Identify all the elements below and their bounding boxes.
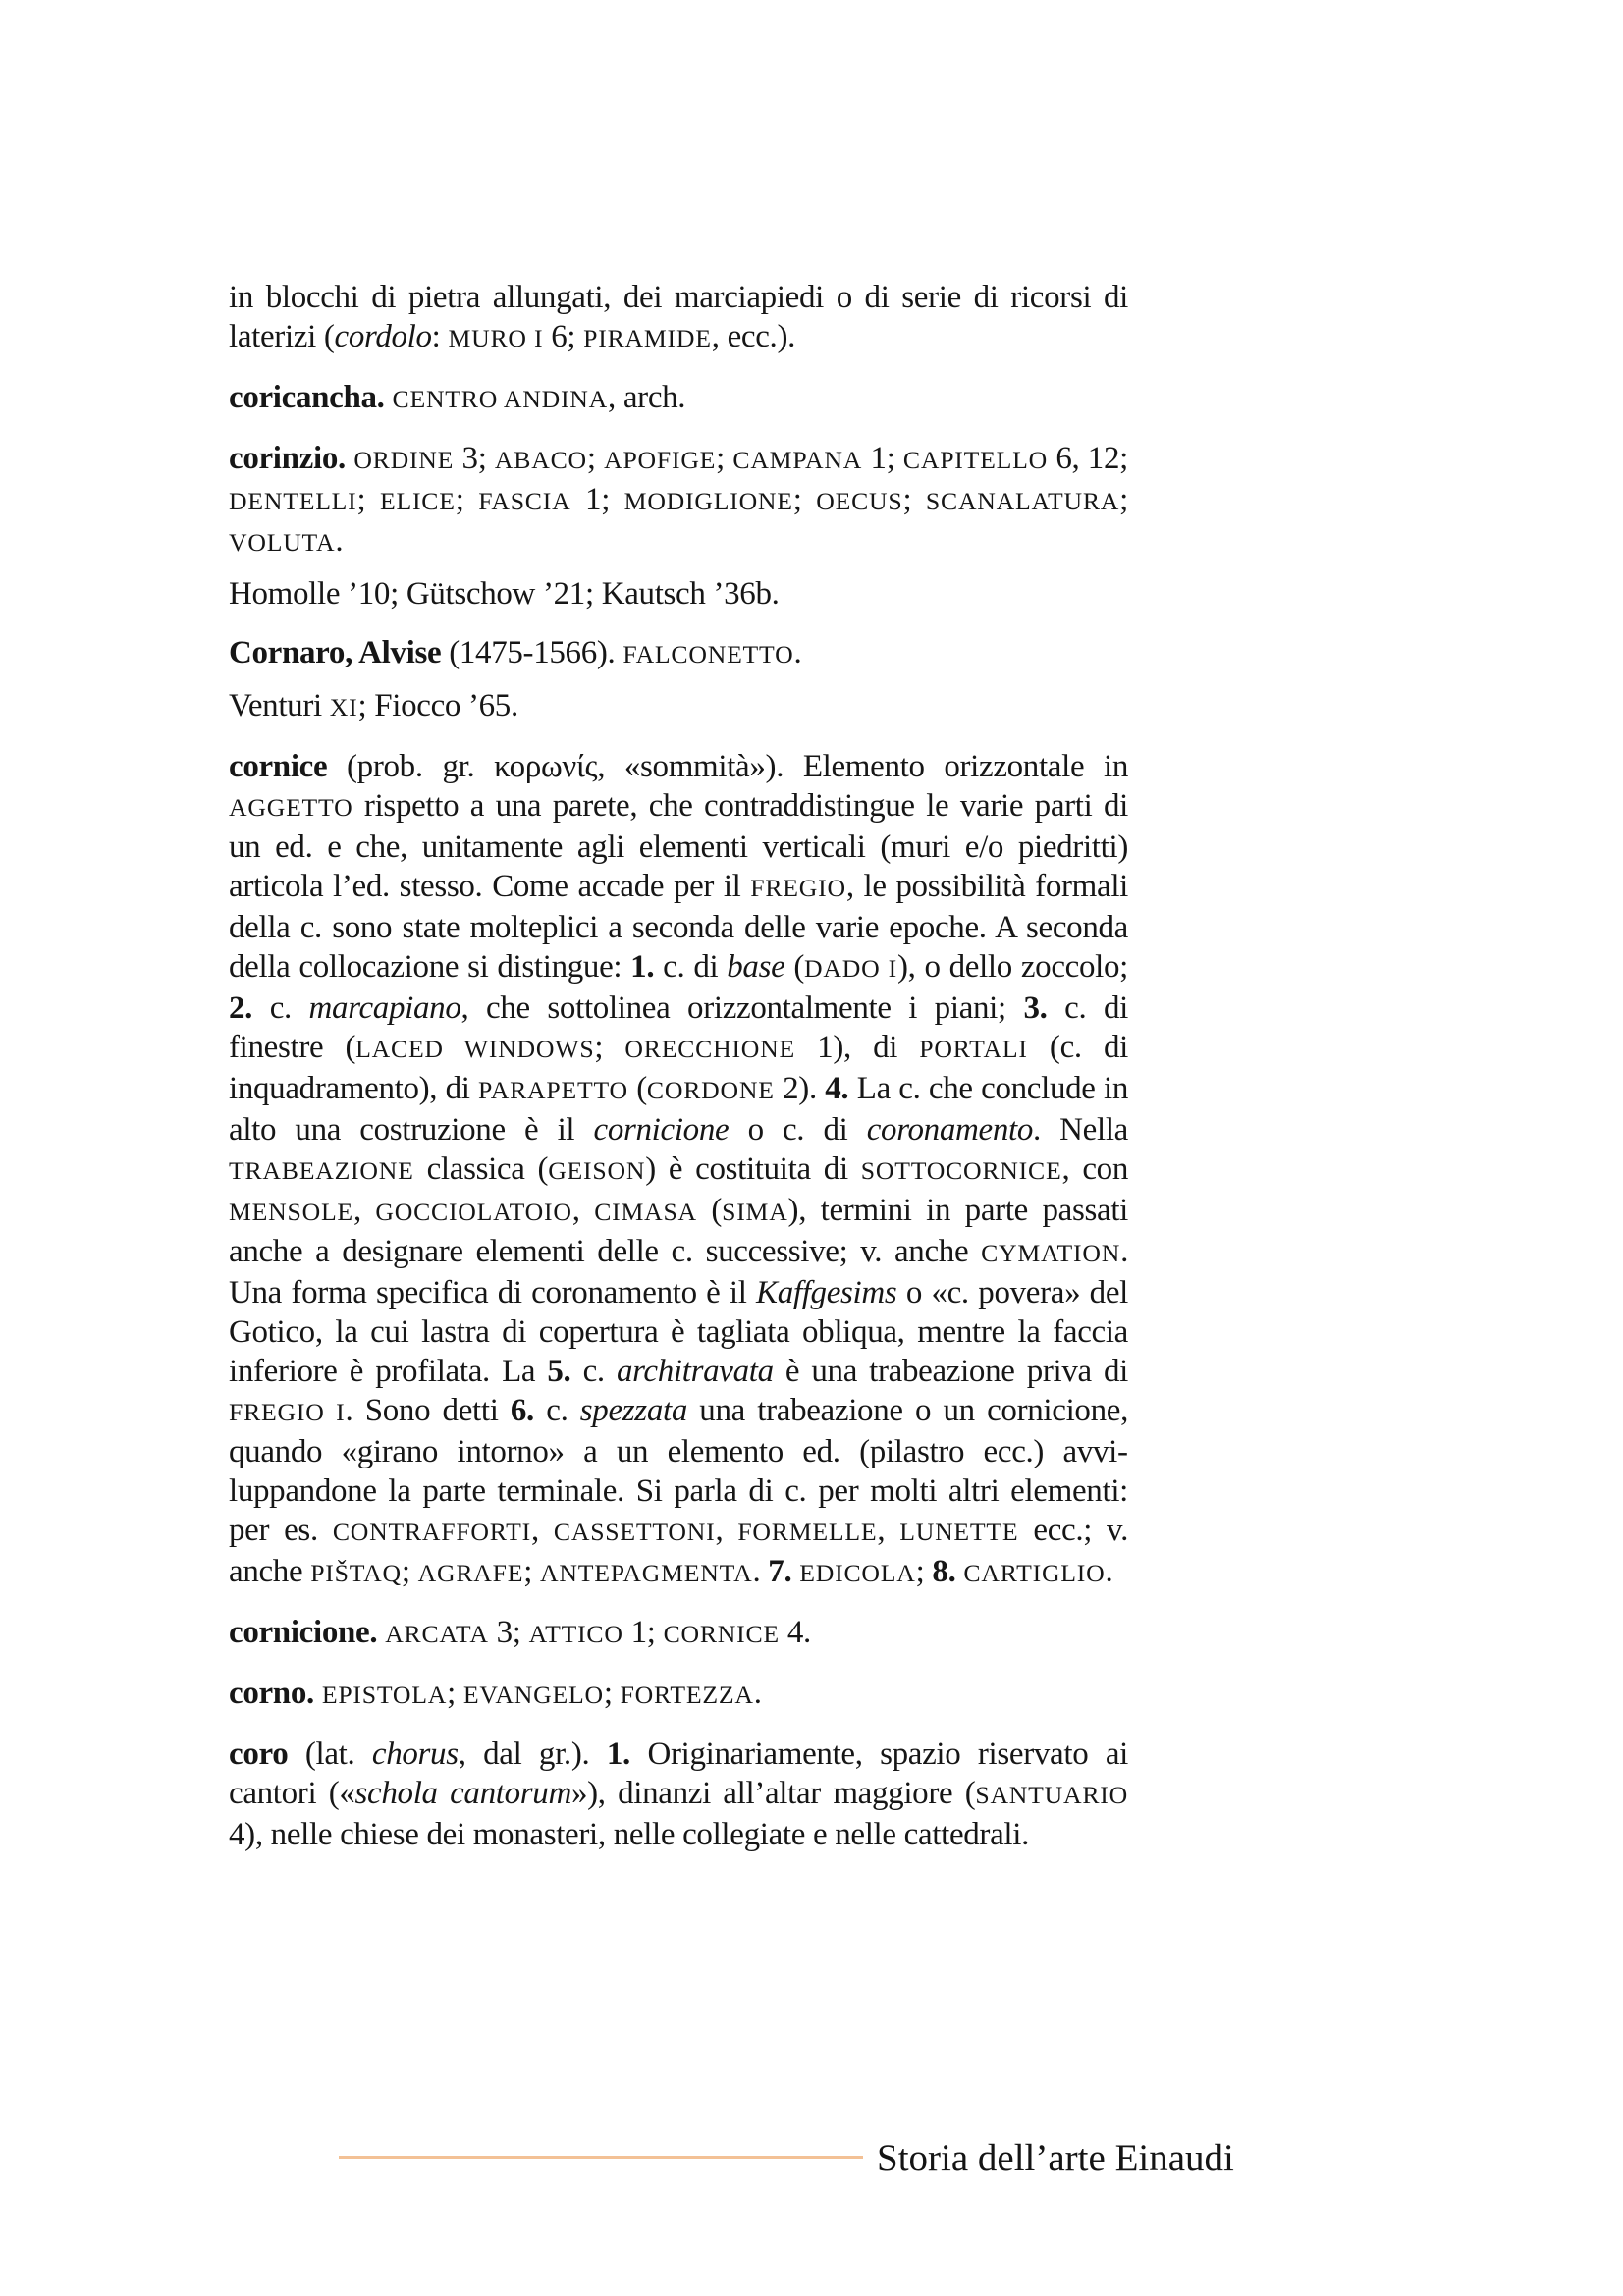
text-run: , ecc.). — [711, 319, 796, 354]
headword: corinzio. — [229, 441, 346, 476]
sense-number: 1. — [606, 1736, 630, 1772]
cross-reference: GOCCIOLATOIO — [375, 1198, 572, 1226]
text-run: 1; — [570, 482, 624, 517]
headword: Cornaro, Alvise — [229, 635, 442, 670]
text-run: ecc.; v. anche — [229, 1513, 1128, 1589]
italic-term: cordolo — [334, 319, 432, 354]
text-run: , arch. — [608, 380, 686, 415]
text-run: (c. di inquadramento), di — [229, 1030, 1128, 1106]
cross-reference: CAMPANA — [732, 446, 863, 474]
text-run: ; — [594, 1030, 625, 1065]
cross-reference: FORMELLE — [737, 1518, 878, 1546]
cross-reference: ANTEPAGMENTA — [540, 1559, 753, 1587]
cross-reference: SCANALATURA — [925, 487, 1120, 515]
text-run: una trabeazione o un cornicione, quando «girano intorno» a un elemento ed. (pilastro ecc.) avviluppandone la parte terminale. Si parla di c. per molti altri elementi: per es. — [229, 1393, 1128, 1548]
cross-reference: AGRAFE — [417, 1559, 524, 1587]
text-run: ), o dello zoccolo; — [897, 949, 1128, 985]
text-run: , con — [1061, 1151, 1129, 1187]
italic-term: Kaffgesims — [756, 1275, 897, 1310]
text-run: , che sottolinea orizzontalmente i piani; — [460, 990, 1024, 1026]
text-run: ) è costituita di — [645, 1151, 861, 1187]
text-run: . — [753, 1676, 762, 1711]
text-run: è una trabeazione priva di — [773, 1354, 1129, 1389]
text-run: . Una forma specifica di coronamento è il — [229, 1234, 1128, 1310]
footer-rule — [339, 2156, 863, 2159]
italic-term: chorus — [371, 1736, 459, 1772]
entry-corno — [229, 1674, 1128, 1715]
sense-number: 2. — [229, 990, 253, 1026]
cross-reference: FORTEZZA — [620, 1681, 754, 1709]
text-run: . — [335, 523, 344, 559]
cross-reference: CASSETTONI — [553, 1518, 716, 1546]
text-run: 1; — [622, 1615, 664, 1650]
sense-number: 3. — [1023, 990, 1048, 1026]
sense-number: 4. — [825, 1071, 849, 1106]
text-run: ; — [716, 441, 733, 476]
cross-reference: ARCATA — [385, 1620, 489, 1648]
cross-reference: FREGIO — [750, 874, 846, 902]
text-run: o «c. povera» del Gotico, la cui lastra di copertura è tagliata obliqua, mentre la faccia inferiore è profilata. La — [229, 1275, 1128, 1389]
text-run: ; — [603, 1676, 621, 1711]
text-run: rispetto a una parete, che contraddistingue le varie parti di un ed. e che, unitamente agli elementi verticali (muri e/o piedritti) articola l’ed. stesso. Come accade per il — [229, 788, 1128, 904]
entry-coricancha — [229, 378, 1128, 419]
cross-reference: CORDONE — [646, 1076, 775, 1104]
italic-term: cornicione — [593, 1112, 730, 1148]
headword: coricancha. — [229, 380, 385, 415]
text-run: 4), nelle chiese dei monasteri, nelle collegiate e nelle cattedrali. — [229, 1817, 1030, 1852]
cross-reference: EPISTOLA — [321, 1681, 448, 1709]
text-run: 3; — [454, 441, 495, 476]
text-run: . — [1105, 1554, 1113, 1589]
text-run: c. di — [654, 949, 728, 985]
entry-cornice — [229, 747, 1128, 1593]
text-run: (1475-1566). — [441, 635, 623, 670]
text-run: La c. che conclude in alto una costruzione è il — [229, 1071, 1128, 1148]
cross-reference: APOFIGE — [604, 446, 717, 474]
cross-reference: GEISON — [548, 1156, 646, 1185]
headword: corno. — [229, 1676, 314, 1711]
italic-term: coronamento — [866, 1112, 1034, 1148]
headword: cornice — [229, 749, 328, 784]
text-run: ; — [447, 1676, 463, 1711]
text-run: o c. di — [729, 1112, 867, 1148]
text-run: (prob. gr. κορωνίς, «sommità»). Elemento orizzontale in — [327, 749, 1128, 784]
cross-reference: LACED WINDOWS — [355, 1035, 595, 1063]
text-run: 1; — [862, 441, 903, 476]
cross-reference: AGGETTO — [229, 793, 353, 822]
text-run: ( — [627, 1071, 647, 1106]
text-run: ; — [586, 441, 605, 476]
cross-reference: XI — [329, 693, 358, 721]
cross-reference: PORTALI — [919, 1035, 1028, 1063]
text-run: Venturi — [229, 688, 330, 723]
entries-column — [229, 278, 1128, 1874]
cross-reference: ORDINE — [353, 446, 455, 474]
text-run: c. — [570, 1354, 617, 1389]
text-run: 6; — [543, 319, 584, 354]
italic-term: base — [727, 949, 785, 985]
text-run: ; — [455, 482, 479, 517]
cross-reference: LUNETTE — [899, 1518, 1019, 1546]
text-run: , — [352, 1193, 376, 1228]
cross-reference: TRABEAZIONE — [229, 1156, 414, 1185]
text-run: »), dinanzi all’altar maggiore ( — [570, 1776, 976, 1811]
text-run: ( — [784, 949, 805, 985]
text-run: c. — [252, 990, 309, 1026]
text-run: . — [793, 635, 802, 670]
cross-reference: FASCIA — [478, 487, 571, 515]
cross-reference: VOLUTA — [229, 528, 336, 557]
cross-reference: ELICE — [379, 487, 456, 515]
text-run: : — [431, 319, 449, 354]
text-run: classica ( — [413, 1151, 549, 1187]
cross-reference: DADO I — [804, 954, 898, 983]
text-run: , — [531, 1513, 554, 1548]
text-run — [377, 1615, 385, 1650]
cross-reference: OECUS — [816, 487, 903, 515]
entry-cornaro-bibliography — [229, 686, 1128, 727]
text-run: ; — [792, 482, 817, 517]
cross-reference: CARTIGLIO — [963, 1559, 1106, 1587]
text-run: ; — [915, 1554, 933, 1589]
text-run: (lat. — [288, 1736, 372, 1772]
text-run: Homolle ’10; Gütschow ’21; Kautsch ’36b. — [229, 576, 780, 612]
cross-reference: FALCONETTO — [622, 640, 794, 668]
text-run: ; — [356, 482, 380, 517]
cross-reference: CIMASA — [594, 1198, 697, 1226]
footer-title: Storia dell’arte Einaudi — [877, 2137, 1234, 2179]
sense-number: 1. — [630, 949, 655, 985]
cross-reference: CORNICE — [663, 1620, 780, 1648]
text-run: . Sono detti — [345, 1393, 511, 1428]
cross-reference: FREGIO I — [229, 1398, 346, 1426]
entry-coro — [229, 1735, 1128, 1854]
text-run: , dal gr.). — [458, 1736, 607, 1772]
text-run: , — [877, 1513, 900, 1548]
text-run — [385, 380, 393, 415]
cross-reference: SANTUARIO — [975, 1781, 1128, 1809]
text-run: . — [752, 1554, 769, 1589]
cross-reference: ORECCHIONE — [624, 1035, 795, 1063]
text-run: 1), di — [795, 1030, 920, 1065]
cross-reference: ATTICO — [528, 1620, 623, 1648]
text-run: . Nella — [1033, 1112, 1128, 1148]
sense-number: 6. — [510, 1393, 534, 1428]
entry-cordone-continuation — [229, 278, 1128, 358]
cross-reference: PIRAMIDE — [583, 324, 712, 352]
cross-reference: MODIGLIONE — [623, 487, 793, 515]
cross-reference: MURO I — [448, 324, 544, 352]
text-run: 6, 12; — [1047, 441, 1128, 476]
cross-reference: DENTELLI — [229, 487, 357, 515]
text-run: 3; — [488, 1615, 529, 1650]
text-run: 4. — [779, 1615, 811, 1650]
sense-number: 7. — [768, 1554, 792, 1589]
sense-number: 5. — [547, 1354, 571, 1389]
cross-reference: CYMATION — [981, 1239, 1121, 1267]
cross-reference: EDICOLA — [799, 1559, 916, 1587]
italic-term: architravata — [616, 1354, 774, 1389]
text-run: c. — [533, 1393, 580, 1428]
cross-reference: SOTTOCORNICE — [860, 1156, 1062, 1185]
cross-reference: PIŠTAQ — [310, 1559, 402, 1587]
entry-cornicione — [229, 1613, 1128, 1654]
headword: coro — [229, 1736, 289, 1772]
text-run — [314, 1676, 322, 1711]
text-run: 2). — [774, 1071, 826, 1106]
cross-reference: ABACO — [494, 446, 587, 474]
cross-reference: MENSOLE — [229, 1198, 353, 1226]
text-run: ; Fiocco ’65. — [357, 688, 518, 723]
text-run: ; — [401, 1554, 418, 1589]
cross-reference: CAPITELLO — [902, 446, 1048, 474]
text-run: ), termini in parte passati anche a designare elementi delle c. successive; v. anche — [229, 1193, 1128, 1269]
cross-reference: CONTRAFFORTI — [332, 1518, 532, 1546]
text-run: , — [715, 1513, 738, 1548]
entry-corinzio — [229, 439, 1128, 562]
text-run: ( — [696, 1193, 723, 1228]
text-run: ; — [902, 482, 926, 517]
headword: cornicione. — [229, 1615, 378, 1650]
text-run: in blocchi di pietra allungati, dei marciapiedi o di serie di ricorsi di laterizi ( — [229, 280, 1128, 354]
text-run: , — [571, 1193, 595, 1228]
entry-cornaro-alvise — [229, 633, 1128, 674]
cross-reference: PARAPETTO — [478, 1076, 628, 1104]
cross-reference: CENTRO ANDINA — [392, 385, 608, 413]
cross-reference: SIMA — [722, 1198, 788, 1226]
entry-corinzio-bibliography — [229, 574, 1128, 614]
cross-reference: EVANGELO — [462, 1681, 604, 1709]
text-run: Originariamente, spazio riservato ai cantori (« — [229, 1736, 1128, 1811]
italic-term: marcapiano — [308, 990, 461, 1026]
italic-term: spezzata — [579, 1393, 687, 1428]
text-run: ; — [523, 1554, 540, 1589]
text-run: ; — [1119, 482, 1128, 517]
sense-number: 8. — [932, 1554, 956, 1589]
italic-term: schola cantorum — [354, 1776, 571, 1811]
text-run: , le possibilità formali della c. sono state molteplici a seconda delle varie epoche. A seconda della collocazione si distingue: — [229, 869, 1128, 985]
text-run: c. di finestre ( — [229, 990, 1128, 1065]
